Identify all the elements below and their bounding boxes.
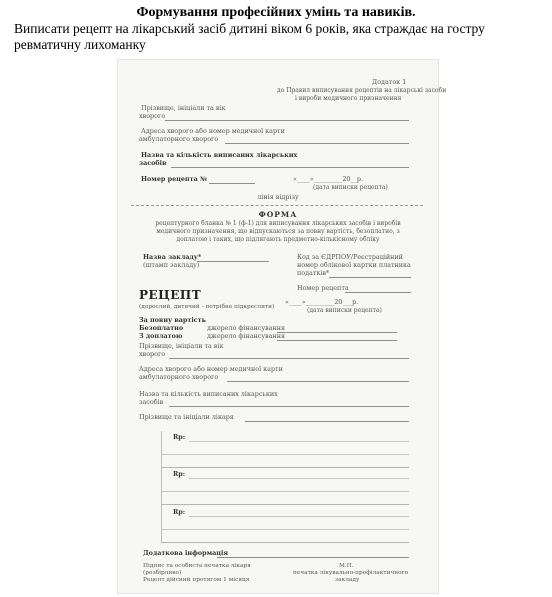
drugs-line	[169, 406, 409, 407]
stub-patient-name-cont: хворого	[139, 112, 166, 120]
form-desc-1: рецептурного бланка № 1 (ф-1) для виписування лікарських засобів і виробів	[155, 220, 401, 227]
prescription-form-scan	[117, 59, 447, 594]
signature-label-1: Підпис та особиста печатка лікаря	[143, 563, 251, 569]
funding-source-2-line	[277, 340, 397, 341]
recipe-date-caption: (дата виписки рецепта)	[307, 307, 382, 314]
form-title: ФОРМА	[258, 210, 298, 219]
stub-recipe-number: Номер рецепта №	[141, 175, 207, 183]
drugs-cont: засобів	[139, 398, 164, 406]
annex-label: Додаток 1	[372, 78, 407, 86]
rp-line-1a	[189, 441, 409, 442]
recipe-subtitle: (дорослий, дитячий - потрібне підкреслити)	[139, 304, 275, 310]
recipe-number-line	[345, 292, 411, 293]
rp-line-3c	[161, 542, 409, 543]
facility-name-label: Назва закладу*	[143, 253, 202, 261]
doctor-name-label: Прізвище та ініціали лікаря	[139, 413, 234, 421]
facility-name-line	[197, 261, 269, 262]
rp-line-3a	[189, 516, 409, 517]
annex-desc-2: і вироби медичного призначення	[295, 95, 402, 102]
stub-address-cont: амбулаторного хворого	[139, 135, 219, 143]
additional-info-label: Додаткова інформація	[143, 549, 229, 557]
stub-patient-name-line	[165, 120, 409, 121]
recipe-title: РЕЦЕПТ	[139, 288, 202, 302]
stub-drugs-label: Назва та кількість виписаних лікарських	[141, 151, 298, 159]
additional-info-line	[217, 557, 409, 558]
address-cont: амбулаторного хворого	[139, 373, 219, 381]
funding-source-2: джерело фінансування	[207, 332, 286, 340]
form-desc-3: доплатою і таких, що підлягають предметно-кількісному обліку	[176, 236, 380, 243]
signature-label-2: (розбірливо)	[143, 570, 182, 576]
patient-name-line	[169, 358, 409, 359]
stub-drugs-cont: засобів	[139, 159, 167, 167]
patient-name-cont: хворого	[139, 350, 166, 358]
stub-patient-name-label: Прізвище, ініціали та вік	[141, 104, 226, 112]
stub-date-caption: (дата виписки рецепта)	[313, 184, 388, 191]
recipe-date: «____»_________20___р.	[285, 298, 359, 306]
edrpou-label-1: Код за ЄДРПОУ/Реєстраційний	[297, 253, 403, 261]
rp-line-2a	[189, 478, 409, 479]
stub-recipe-number-line	[209, 183, 255, 184]
edrpou-label-3: податків*	[297, 269, 330, 277]
seal-label: М.П.	[339, 563, 354, 569]
cut-line-label: лінія відрізу	[257, 193, 299, 201]
address-line	[227, 381, 409, 382]
recipe-number-label: Номер рецепта	[297, 284, 349, 292]
cut-line	[131, 205, 423, 206]
seal-desc-1: печатка лікувально-профілактичного	[293, 570, 409, 576]
stub-date: «____»_________20__р.	[293, 175, 364, 183]
rp-line-1b	[161, 454, 409, 455]
rp-label-1: Rp:	[173, 433, 186, 441]
facility-stamp-label: (штамп закладу)	[143, 261, 200, 269]
task-text: Виписати рецепт на лікарський засіб дитині віком 6 років, яка страждає на гостру ревматичну лихоманку	[14, 21, 485, 52]
validity-label: Рецепт дійсний протягом 1 місяця	[143, 577, 250, 583]
edrpou-label-2: номер облікової картки платника	[297, 261, 411, 269]
page-heading: Формування професійних умінь та навиків.	[136, 5, 416, 20]
rp-line-3b	[161, 529, 409, 530]
rp-line-2b	[161, 491, 409, 492]
patient-name-label: Прізвище, ініціали та вік	[139, 342, 224, 350]
annex-desc-1: до Правил виписування рецептів на лікарські засоби	[277, 87, 447, 94]
rp-divider	[161, 431, 162, 543]
rp-line-1c	[161, 467, 409, 468]
rp-line-2c	[161, 504, 409, 505]
edrpou-line	[329, 277, 411, 278]
funding-source-1-line	[277, 332, 397, 333]
rp-label-2: Rp:	[173, 470, 186, 478]
address-label: Адреса хворого або номер медичної карти	[139, 365, 283, 373]
doctor-name-line	[245, 421, 409, 422]
seal-desc-2: закладу	[335, 577, 360, 583]
drugs-label: Назва та кількість виписаних лікарських	[139, 390, 278, 398]
rp-label-3: Rp:	[173, 508, 186, 516]
funding-source-1: джерело фінансування	[207, 324, 286, 332]
full-price-label: За повну вартість	[139, 316, 206, 324]
stub-drugs-line	[171, 167, 409, 168]
stub-address-line	[225, 143, 409, 144]
form-desc-2: медичного призначення, що відпускаються за повну вартість, безоплатно, з	[156, 228, 400, 235]
copay-label: З доплатою	[139, 332, 183, 340]
stub-address-label: Адреса хворого або номер медичної карти	[141, 127, 285, 135]
free-label: Безоплатно	[139, 324, 184, 332]
